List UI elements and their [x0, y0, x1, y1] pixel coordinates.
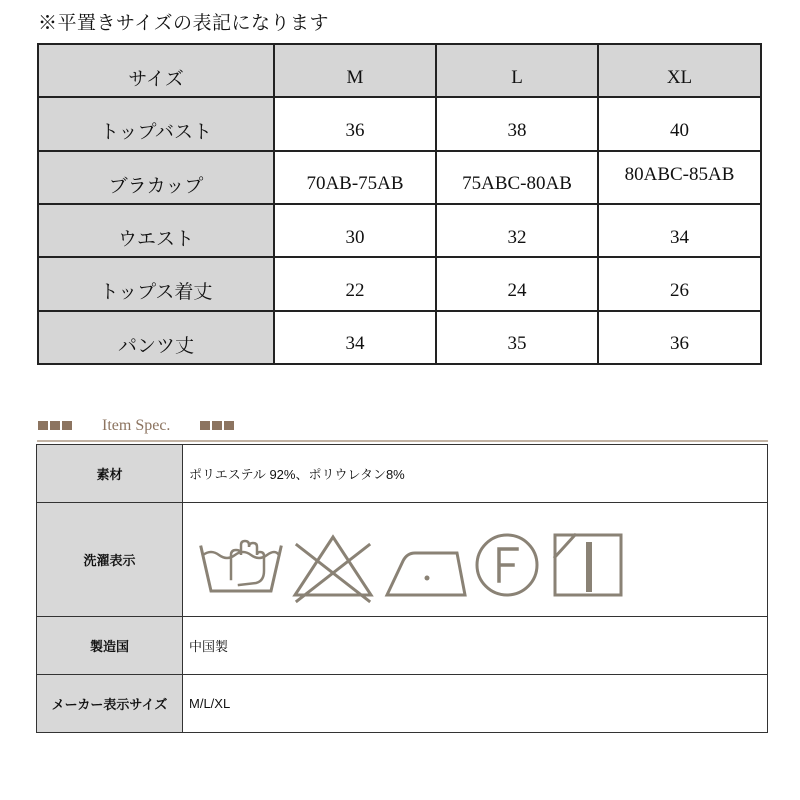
size-table	[37, 43, 762, 365]
row-label: ブラカップ	[38, 151, 274, 204]
care-icons-group	[189, 515, 639, 605]
row-pants-length	[38, 311, 761, 364]
size-table-header	[38, 44, 761, 97]
hand-wash-icon	[201, 541, 281, 591]
spec-value: ポリエステル 92%、ポリウレタン8%	[183, 445, 768, 503]
row-label: ウエスト	[38, 204, 274, 257]
spec-row-care	[37, 503, 768, 617]
spec-label: メーカー表示サイズ	[37, 675, 183, 733]
cell-value: 22	[274, 257, 436, 310]
dry-clean-f-icon	[477, 535, 537, 595]
decor-squares-right	[200, 417, 236, 435]
decor-squares-left	[38, 417, 74, 435]
cell-value: 26	[598, 257, 761, 310]
spec-row-maker-size	[37, 675, 768, 733]
cell-value: 35	[436, 311, 598, 364]
spec-label: 素材	[37, 445, 183, 503]
spec-section-header	[38, 414, 298, 438]
cell-value: 34	[274, 311, 436, 364]
spec-value: 中国製	[183, 617, 768, 675]
spec-value: M/L/XL	[183, 675, 768, 733]
flat-dry-shade-icon	[555, 535, 621, 595]
cell-value: 30	[274, 204, 436, 257]
spec-row-material	[37, 445, 768, 503]
cell-value: 75ABC-80AB	[436, 151, 598, 204]
spec-label: 洗濯表示	[37, 503, 183, 617]
row-bra-cup	[38, 151, 761, 204]
care-icons-cell	[183, 503, 768, 617]
header-xl: XL	[598, 44, 761, 97]
cell-value: 80ABC-85AB	[598, 151, 761, 204]
header-size: サイズ	[38, 44, 274, 97]
row-top-length	[38, 257, 761, 310]
row-waist	[38, 204, 761, 257]
row-top-bust	[38, 97, 761, 150]
cell-value: 24	[436, 257, 598, 310]
spec-divider	[37, 440, 768, 442]
cell-value: 36	[274, 97, 436, 150]
row-label: トップバスト	[38, 97, 274, 150]
note-flat-measurement: ※平置きサイズの表記になります	[38, 13, 329, 34]
spec-table	[36, 444, 768, 733]
row-label: トップス着丈	[38, 257, 274, 310]
header-l: L	[436, 44, 598, 97]
spec-row-country	[37, 617, 768, 675]
iron-low-icon	[387, 553, 465, 595]
spec-title: Item Spec.	[102, 417, 171, 434]
cell-value: 70AB-75AB	[274, 151, 436, 204]
cell-value: 40	[598, 97, 761, 150]
cell-value: 36	[598, 311, 761, 364]
no-bleach-icon	[295, 537, 371, 601]
cell-value: 38	[436, 97, 598, 150]
cell-value: 32	[436, 204, 598, 257]
cell-value: 34	[598, 204, 761, 257]
row-label: パンツ丈	[38, 311, 274, 364]
header-m: M	[274, 44, 436, 97]
spec-label: 製造国	[37, 617, 183, 675]
